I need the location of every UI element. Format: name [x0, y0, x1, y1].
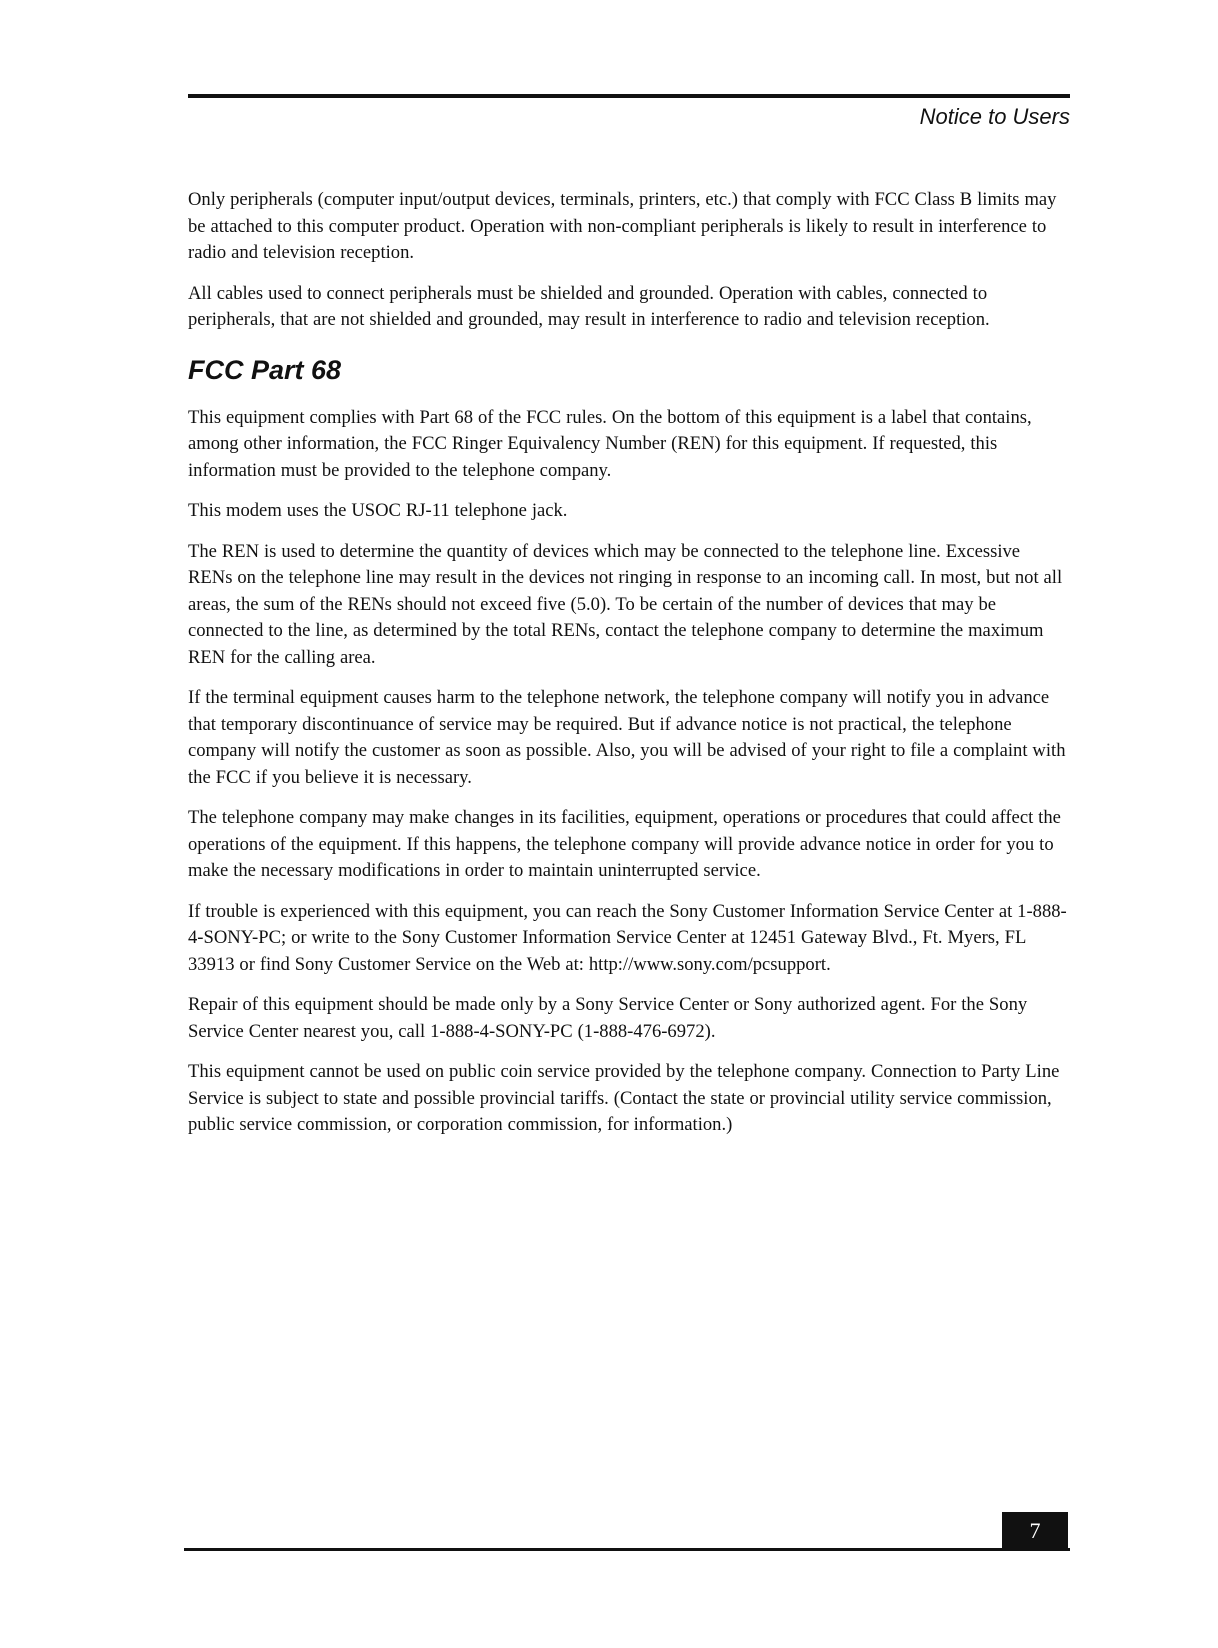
paragraph-coin-service: This equipment cannot be used on public coin service provided by the telephone company. Connection to Party Line Service is subject to state and possible provincial tariffs. (Contact the state or provincial utility service commission, public service commission, or corporation commission, for information.)	[188, 1061, 1060, 1135]
paragraph-trouble-contact: If trouble is experienced with this equipment, you can reach the Sony Customer Information Service Center at 1-888-4-SONY-PC; or write to the Sony Customer Information Service Center at 12451 Gateway Blvd., Ft. Myers, FL 33913 or find Sony Customer Service on the Web at: http://www.sony.com/pcsupport.	[188, 900, 1067, 975]
paragraph-cables: All cables used to connect peripherals must be shielded and grounded. Operation with cables, connected to peripherals, that are not shielded and grounded, may result in interference to radio and television reception.	[188, 282, 990, 330]
paragraph-network-harm: If the terminal equipment causes harm to the telephone network, the telephone company will notify you in advance that temporary discontinuance of service may be required. But if advance notice is not practical, the telephone company will notify the customer as soon as possible. Also, you will be advised of your right to file a complaint with the FCC if you believe it is necessary.	[188, 687, 1066, 788]
paragraph-part-68-compliance: This equipment complies with Part 68 of the FCC rules. On the bottom of this equipment is a label that contains, among other information, the FCC Ringer Equivalency Number (REN) for this equipment. If requested, this information must be provided to the telephone company.	[188, 406, 1032, 481]
section-heading-fcc-part-68: FCC Part 68	[188, 354, 342, 385]
paragraph-ren: The REN is used to determine the quantity of devices which may be connected to the telephone line. Excessive RENs on the telephone line may result in the devices not ringing in response to an incoming call. In most, but not all areas, the sum of the RENs should not exceed five (5.0). To be certain of the number of devices that may be connected to the line, as determined by the total RENs, contact the telephone company to determine the maximum REN for the calling area.	[188, 540, 1063, 668]
paragraph-facility-changes: The telephone company may make changes in its facilities, equipment, operations or procedures that could affect the operations of the equipment. If this happens, the telephone company will provide advance notice in order for you to make the necessary modifications in order to maintain uninterrupted service.	[188, 807, 1061, 881]
paragraph-repair: Repair of this equipment should be made only by a Sony Service Center or Sony authorized agent. For the Sony Service Center nearest you, call 1-888-4-SONY-PC (1-888-476-6972).	[188, 994, 1028, 1042]
paragraph-modem-jack: This modem uses the USOC RJ-11 telephone jack.	[188, 500, 568, 521]
page-content	[188, 187, 1068, 1139]
running-header-title: Notice to Users	[919, 104, 1070, 129]
footer-rule	[184, 1548, 1070, 1551]
page-number: 7	[1002, 1512, 1068, 1549]
paragraph-peripherals: Only peripherals (computer input/output devices, terminals, printers, etc.) that comply with FCC Class B limits may be attached to this computer product. Operation with non-compliant peripherals is likely to result in interference to radio and television reception.	[188, 189, 1057, 263]
header-rule	[188, 94, 1070, 98]
